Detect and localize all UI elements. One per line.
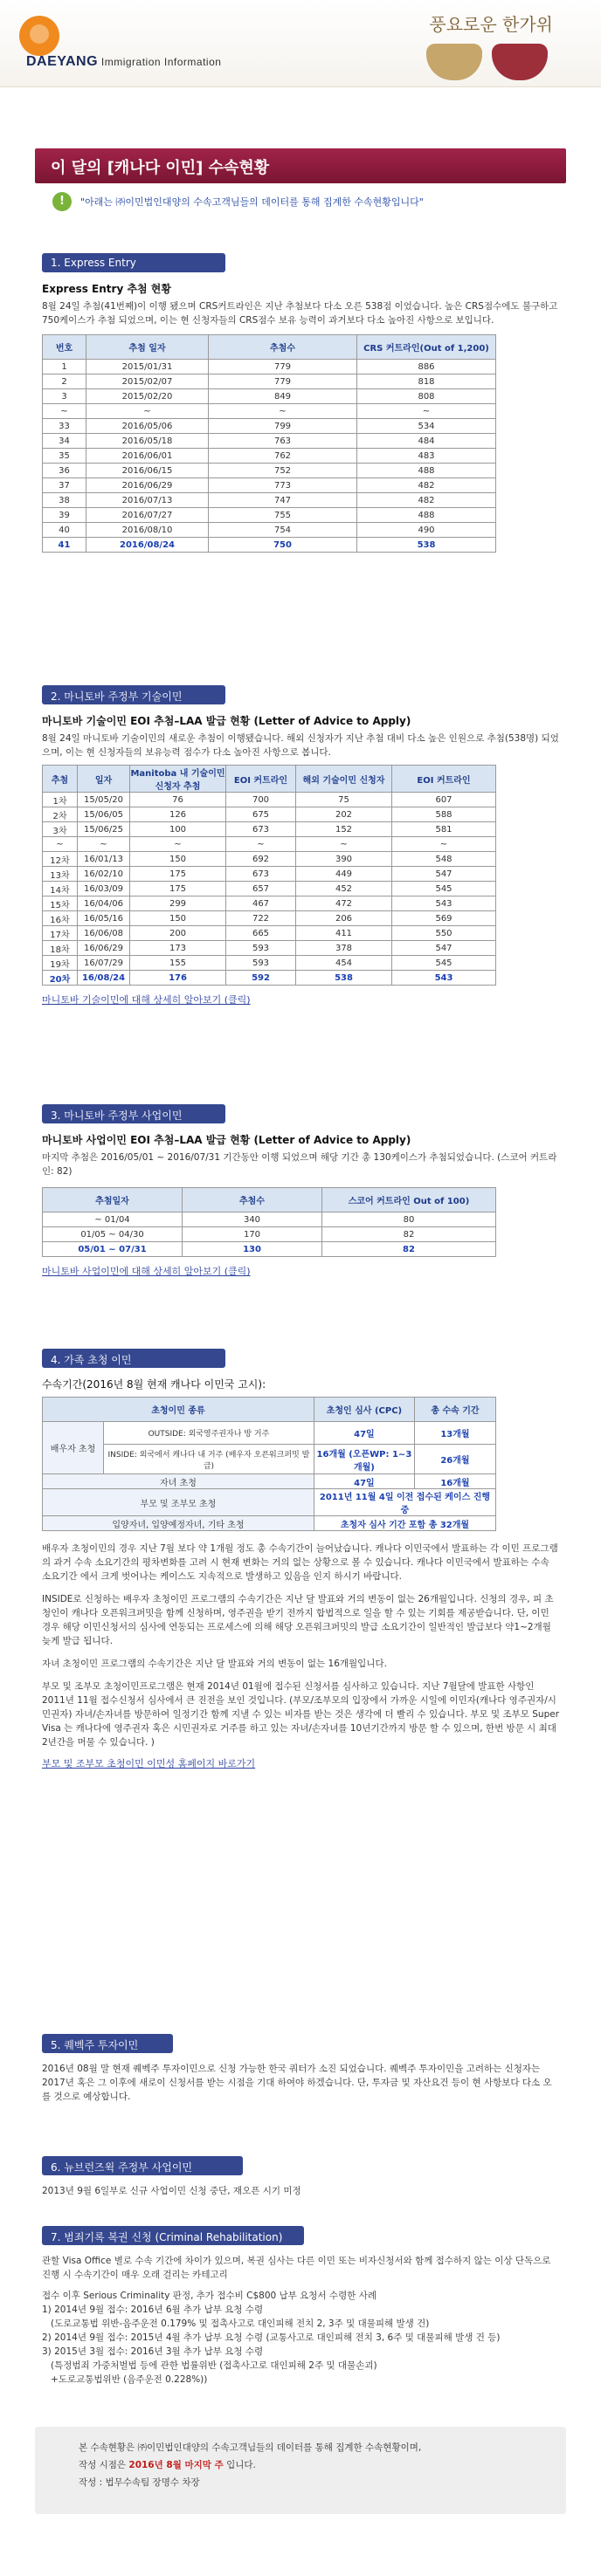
manitoba-business-text: 마지막 추첨은 2016/05/01 ~ 2016/07/31 기간동안 이행 되었으며 해당 기간 총 130케이스가 추첨되었습니다. (스코어 커트라인: 82) (42, 1152, 557, 1177)
criminal-list-item: 2) 2014년 9월 접수: 2015년 4월 추가 납부 요청 수령 (교통사고로 대인피해 전치 3, 6주 및 대물피해 발생 건 등) (42, 2332, 501, 2343)
table-cell: 482 (357, 493, 496, 508)
table-cell: 2차 (43, 807, 78, 822)
table-cell: 550 (392, 926, 496, 941)
table-cell: 1 (43, 360, 86, 374)
table-row (43, 852, 496, 867)
table-row (43, 478, 496, 493)
express-entry-table (42, 334, 496, 553)
family-paragraph: 자녀 초청이민 프로그램의 수속기간은 지난 달 발표와 거의 변동이 없는 16개월입니다. (42, 1659, 387, 1669)
table-row (43, 434, 496, 449)
table-cell: 722 (226, 911, 296, 926)
table-cell: 12차 (43, 852, 78, 867)
table-cell: 581 (392, 822, 496, 837)
table-cell: 82 (322, 1242, 496, 1257)
table-cell: ~ (130, 837, 226, 852)
manitoba-skilled-link[interactable]: 마니토바 기술이민에 대해 상세히 알아보기 (클릭) (42, 994, 251, 1006)
table-cell: 16/05/16 (78, 911, 130, 926)
table-cell: 808 (357, 389, 496, 404)
table-cell: 16/06/29 (78, 941, 130, 956)
table-cell: 675 (226, 807, 296, 822)
table-row (43, 837, 496, 852)
table-cell: 534 (357, 419, 496, 434)
express-entry-heading: 1. Express Entry (42, 253, 225, 272)
table-row (43, 911, 496, 926)
express-entry-text: 8월 24일 추첨(41번째)이 이행 됐으며 CRS커트라인은 지난 추첨보다 다소 오른 538점 이었습니다. 높은 CRS점수에도 불구하고 750케이스가 추첨 되었으며, 이는 현 신청자들의 CRS점수 보유 능력이 과거보다 다소 높아진 사항으로 보입니다. (42, 301, 558, 326)
family-heading: 4. 가족 초청 이민 (42, 1349, 225, 1368)
table-cell: 548 (392, 852, 496, 867)
manitoba-business-table (42, 1187, 496, 1257)
col-header: 일자 (78, 766, 130, 793)
table-cell: 150 (130, 911, 226, 926)
table-cell: 593 (226, 956, 296, 971)
table-cell: 170 (183, 1227, 322, 1242)
table-cell: 2015/01/31 (86, 360, 209, 374)
table-cell: 454 (296, 956, 392, 971)
table-row (43, 1227, 496, 1242)
table-cell: 175 (130, 867, 226, 882)
manitoba-skilled-subtitle: 마니토바 기술이민 EOI 추첨–LAA 발급 현황 (Letter of Advice to Apply) (42, 715, 411, 727)
table-cell: 750 (209, 538, 357, 553)
table-cell: 16차 (43, 911, 78, 926)
table-cell: 543 (392, 896, 496, 911)
table-cell: 175 (130, 882, 226, 896)
table-cell: 2016/05/06 (86, 419, 209, 434)
col-header: 추첨수 (183, 1188, 322, 1212)
table-cell: 38 (43, 493, 86, 508)
table-cell: 206 (296, 911, 392, 926)
criminal-list-item: (도로교통법 위반-음주운전 0.179% 및 접촉사고로 대인피해 전치 2, 3주 및 대물피해 발생 건) (51, 2318, 430, 2329)
table-cell: 76 (130, 793, 226, 807)
table-cell: 2016/07/13 (86, 493, 209, 508)
table-cell: 13개월 (414, 1422, 495, 1445)
table-cell: 15/06/05 (78, 807, 130, 822)
table-cell: ~ (226, 837, 296, 852)
express-entry-section (42, 253, 559, 553)
row-label: 부모 및 조부모 초청 (43, 1489, 314, 1516)
table-cell: 200 (130, 926, 226, 941)
table-cell: 36 (43, 464, 86, 478)
table-cell: 150 (130, 852, 226, 867)
table-cell: 762 (209, 449, 357, 464)
table-row (43, 882, 496, 896)
table-cell: 2 (43, 374, 86, 389)
manitoba-skilled-text: 8월 24일 마니토바 기술이민의 새로운 추첨이 이행됐습니다. 해외 신청자가 지난 추첨 대비 다소 높은 인원으로 추첨(538명) 되었으며, 이는 현 신청자들의 보유능력 점수가 다소 높아진 사항으로 봅니다. (42, 733, 559, 758)
table-cell: 547 (392, 941, 496, 956)
family-link[interactable]: 부모 및 조부모 초청이민 이민성 홈페이지 바로가기 (42, 1758, 256, 1769)
col-header: 초청이민 종류 (43, 1398, 314, 1422)
table-cell: 484 (357, 434, 496, 449)
table-cell: 126 (130, 807, 226, 822)
table-cell: 80 (322, 1212, 496, 1227)
criminal-list-item: 1) 2014년 9월 접수: 2016년 6월 추가 납부 요청 수령 (42, 2305, 264, 2315)
col-header: Manitoba 내 기술이민 신청자 추첨 (130, 766, 226, 793)
family-section (42, 1349, 559, 1770)
col-header: 초청인 심사 (CPC) (314, 1398, 414, 1422)
table-cell: 569 (392, 911, 496, 926)
table-cell: 26개월 (414, 1445, 495, 1474)
table-cell: 543 (392, 971, 496, 986)
table-cell: 152 (296, 822, 392, 837)
table-cell: 488 (357, 508, 496, 523)
express-entry-subtitle: Express Entry 추첨 현황 (42, 283, 171, 295)
table-cell: 545 (392, 956, 496, 971)
table-cell: 452 (296, 882, 392, 896)
table-cell: 16/07/29 (78, 956, 130, 971)
table-cell: 173 (130, 941, 226, 956)
table-cell: 2016/07/27 (86, 508, 209, 523)
table-cell: 665 (226, 926, 296, 941)
table-cell: 449 (296, 867, 392, 882)
table-cell: 482 (357, 478, 496, 493)
table-cell: 657 (226, 882, 296, 896)
table-cell: 488 (357, 464, 496, 478)
table-row (43, 971, 496, 986)
table-cell: 34 (43, 434, 86, 449)
chuseok-greeting: 풍요로운 한가위 (429, 14, 553, 35)
table-cell: 초청자 심사 기간 포함 총 32개월 (314, 1516, 495, 1531)
table-cell: 755 (209, 508, 357, 523)
col-header: 스코어 커트라인 Out of 100) (322, 1188, 496, 1212)
table-cell: 390 (296, 852, 392, 867)
table-cell: 176 (130, 971, 226, 986)
table-cell: OUTSIDE: 외국영주권자나 방 거주 (104, 1422, 314, 1445)
table-cell: ~ 01/04 (43, 1212, 183, 1227)
table-cell: 2016/08/24 (86, 538, 209, 553)
criminal-list-item: (특정범죄 가중처벌법 등에 관한 법률위반 (접촉사고로 대인피해 2주 및 대물손괴) (51, 2360, 377, 2371)
col-header: 번호 (43, 335, 86, 360)
row-label: 입양자녀, 입양예정자녀, 기타 초청 (43, 1516, 314, 1531)
table-row (43, 1212, 496, 1227)
table-cell: 2015/02/07 (86, 374, 209, 389)
table-cell: 673 (226, 867, 296, 882)
table-cell: ~ (78, 837, 130, 852)
table-cell: 20차 (43, 971, 78, 986)
table-cell: 41 (43, 538, 86, 553)
table-row (43, 389, 496, 404)
nb-heading: 6. 뉴브런즈윅 주정부 사업이민 (42, 2156, 243, 2175)
notice-line (52, 192, 566, 211)
summary-author: 작성 : 법무수속팀 장명수 차장 (79, 2477, 200, 2488)
company-logo-icon (19, 16, 59, 56)
table-cell: ~ (392, 837, 496, 852)
row-label: 자녀 초청 (43, 1474, 314, 1489)
table-cell: 490 (357, 523, 496, 538)
table-row (43, 926, 496, 941)
table-row (43, 493, 496, 508)
table-row (43, 404, 496, 419)
quebec-text: 2016년 08월 말 현재 퀘벡주 투자이민으로 신청 가능한 한국 쿼터가 소진 되었습니다. 퀘벡주 투자이민을 고려하는 신청자는 2017년 혹은 그 이후에 새로이 신청서를 받는 시점을 기대 하여야 하겠습니다. 단, 투자금 및 자산요건 등이 현 사항보다 다소 오를 것으로 예상합니다. (42, 2064, 552, 2102)
table-cell: 155 (130, 956, 226, 971)
table-cell: 763 (209, 434, 357, 449)
table-row (43, 449, 496, 464)
decoration-bowls (409, 5, 566, 86)
table-cell: 16/03/09 (78, 882, 130, 896)
table-cell: 2015/02/20 (86, 389, 209, 404)
col-header: 추첨 (43, 766, 78, 793)
col-header: CRS 커트라인(Out of 1,200) (357, 335, 496, 360)
table-cell: 14차 (43, 882, 78, 896)
quebec-heading: 5. 퀘벡주 투자이민 (42, 2034, 173, 2053)
table-cell: 39 (43, 508, 86, 523)
table-row (43, 1242, 496, 1257)
table-cell: 16/02/10 (78, 867, 130, 882)
notice-text: "아래는 ㈜이민법인대양의 수속고객님들의 데이터를 통해 집계한 수속현황입니다" (80, 196, 424, 208)
table-row (43, 523, 496, 538)
manitoba-business-section (42, 1104, 559, 1278)
table-row (43, 374, 496, 389)
manitoba-skilled-table (42, 765, 496, 986)
table-cell: 13차 (43, 867, 78, 882)
table-row (43, 822, 496, 837)
table-cell: 2016/06/29 (86, 478, 209, 493)
table-cell: 340 (183, 1212, 322, 1227)
manitoba-skilled-section (42, 685, 559, 1006)
table-cell: 202 (296, 807, 392, 822)
quebec-section (42, 2034, 559, 2104)
info-icon: ! (52, 192, 72, 211)
table-cell: 15차 (43, 896, 78, 911)
table-cell: 607 (392, 793, 496, 807)
table-cell: 15/06/25 (78, 822, 130, 837)
table-cell: 773 (209, 478, 357, 493)
criminal-text: 관할 Visa Office 별로 수속 기간에 차이가 있으며, 복권 심사는 다른 이민 또는 비자신청서와 함께 접수하지 않는 이상 단독으로 진행 시 수속기간이 매우 오래 걸리는 카테고리 (42, 2256, 551, 2280)
table-cell: ~ (209, 404, 357, 419)
table-row (43, 807, 496, 822)
table-cell: 37 (43, 478, 86, 493)
table-cell: 779 (209, 360, 357, 374)
table-cell: 40 (43, 523, 86, 538)
summary-line: 작성 시점은 2016년 8월 마지막 주 입니다. (79, 2460, 256, 2470)
table-cell: ~ (357, 404, 496, 419)
table-cell: 75 (296, 793, 392, 807)
table-cell: 17차 (43, 926, 78, 941)
manitoba-business-heading: 3. 마니토바 주정부 사업이민 (42, 1104, 225, 1123)
table-row (43, 464, 496, 478)
table-cell: 15/05/20 (78, 793, 130, 807)
table-cell: 692 (226, 852, 296, 867)
col-header: 총 수속 기간 (414, 1398, 495, 1422)
table-cell: 82 (322, 1227, 496, 1242)
nb-section (42, 2156, 559, 2198)
table-row (43, 793, 496, 807)
table-cell: ~ (43, 837, 78, 852)
table-cell: 1차 (43, 793, 78, 807)
table-cell: 47일 (314, 1422, 414, 1445)
table-cell: 01/05 ~ 04/30 (43, 1227, 183, 1242)
table-cell: 18차 (43, 941, 78, 956)
table-cell: 16개월 (414, 1474, 495, 1489)
table-cell: 483 (357, 449, 496, 464)
table-cell: 16/08/24 (78, 971, 130, 986)
table-cell: 538 (296, 971, 392, 986)
table-row (43, 896, 496, 911)
table-row (43, 538, 496, 553)
manitoba-skilled-heading: 2. 마니토바 주정부 기술이민 (42, 685, 225, 704)
table-cell: 2016/08/10 (86, 523, 209, 538)
table-cell: 2011년 11월 4일 이전 접수된 케이스 진행 중 (314, 1489, 495, 1516)
table-cell: ~ (296, 837, 392, 852)
summary-line: 본 수속현황은 ㈜이민법인대양의 수속고객님들의 데이터를 통해 집계한 수속현황이며, (79, 2442, 422, 2453)
nb-text: 2013년 9월 6일부로 신규 사업이민 신청 중단, 재오픈 시기 미정 (42, 2186, 301, 2196)
table-cell: 538 (357, 538, 496, 553)
table-cell: 547 (392, 867, 496, 882)
col-header: 추첨 일자 (86, 335, 209, 360)
table-cell: 799 (209, 419, 357, 434)
table-cell: INSIDE: 외국에서 캐나다 내 거주 (배우자 오픈워크퍼밋 발급) (104, 1445, 314, 1474)
table-row (43, 360, 496, 374)
col-header: EOI 커트라인 (226, 766, 296, 793)
table-cell: 588 (392, 807, 496, 822)
family-paragraph: 배우자 초청이민의 경우 지난 7월 보다 약 1개월 정도 총 수속기간이 늘어났습니다. 캐나다 이민국에서 발표하는 각 이민 프로그램의 과거 수속 소요기간의 평차변화를 고려 시 현재 변화는 거의 없는 상황으로 볼 수 있습니다. 캐나다 이민국에서 발표하는 수속 소요기간 에서 크게 벗어나는 케이스도 지속적으로 발생하고 있음을 인지 하시기 바랍니다. (42, 1543, 558, 1582)
table-cell: 752 (209, 464, 357, 478)
table-cell: 35 (43, 449, 86, 464)
table-cell: 16/01/13 (78, 852, 130, 867)
table-cell: 3차 (43, 822, 78, 837)
row-label: 배우자 초청 (43, 1422, 104, 1474)
table-cell: 33 (43, 419, 86, 434)
brand-title: DAEYANG Immigration Information (26, 54, 222, 69)
table-cell: 886 (357, 360, 496, 374)
family-table (42, 1397, 496, 1531)
criminal-list-item: 3) 2015년 3월 접수: 2016년 3월 추가 납부 요청 수령 (42, 2346, 264, 2357)
criminal-heading: 7. 범죄기록 복권 신청 (Criminal Rehabilitation) (42, 2226, 304, 2245)
table-cell: 747 (209, 493, 357, 508)
table-cell: 545 (392, 882, 496, 896)
family-paragraph: 부모 및 조부모 초청이민프로그램은 현재 2014년 01월에 접수된 신청서를 심사하고 있습니다. 지난 7월달에 발표한 사항인 2011년 11월 접수신청서 심사에서 큰 진전을 보인 것입니다. (부모/조부모의 입장에서 가까운 시일에 이민자(캐나다 영주권자/시민권자) 자녀/손자녀를 방문하여 일정기간 함께 지낼 수 있는 비자를 받는 것은 생각에 더 빨리 수 있습니다. 부모 및 조부모 Super Visa 는 캐나다에 영주권자 혹은 시민권자로 거주를 하고 있는 자녀/손자녀를 10년기간까지 방문 할 수 있으며, 한번 방문 시 최대 2년간을 머물 수 있습니다. ) (42, 1681, 560, 1748)
table-row (43, 941, 496, 956)
table-cell: 673 (226, 822, 296, 837)
family-subtitle: 수속기간(2016년 8월 현재 캐나다 이민국 고시): (42, 1378, 266, 1391)
page-title: 이 달의 [캐나다 이민] 수속현황 (51, 159, 270, 177)
table-cell: 592 (226, 971, 296, 986)
table-cell: 849 (209, 389, 357, 404)
criminal-text: 접수 이후 Serious Criminality 판정, 추가 접수비 C$800 납부 요청서 수령한 사례 (42, 2291, 376, 2301)
manitoba-business-link[interactable]: 마니토바 사업이민에 대해 상세히 알아보기 (클릭) (42, 1266, 251, 1277)
table-row (43, 508, 496, 523)
manitoba-business-subtitle: 마니토바 사업이민 EOI 추첨–LAA 발급 현황 (Letter of Advice to Apply) (42, 1134, 411, 1146)
table-cell: 2016/06/15 (86, 464, 209, 478)
table-cell: 593 (226, 941, 296, 956)
summary-box (35, 2427, 566, 2514)
table-cell: 2016/05/18 (86, 434, 209, 449)
page-title-bar (35, 148, 566, 183)
table-cell: 3 (43, 389, 86, 404)
criminal-list-item: +도로교통법위반 (음주운전 0.228%)) (51, 2374, 208, 2385)
table-cell: 130 (183, 1242, 322, 1257)
table-cell: 411 (296, 926, 392, 941)
table-cell: 754 (209, 523, 357, 538)
table-cell: ~ (86, 404, 209, 419)
col-header: 해외 기술이민 신청자 (296, 766, 392, 793)
col-header: EOI 커트라인 (392, 766, 496, 793)
table-cell: 472 (296, 896, 392, 911)
table-row (43, 956, 496, 971)
table-cell: 05/01 ~ 07/31 (43, 1242, 183, 1257)
table-cell: 100 (130, 822, 226, 837)
table-row (43, 867, 496, 882)
table-cell: 299 (130, 896, 226, 911)
table-cell: 700 (226, 793, 296, 807)
table-cell: 2016/06/01 (86, 449, 209, 464)
table-row (43, 419, 496, 434)
family-paragraph: INSIDE로 신청하는 배우자 초청이민 프로그램의 수속기간은 지난 달 발표와 거의 변동이 없는 26개월입니다. 신청의 경우, 피 초청인이 캐나다 오픈워크퍼밋을 함께 신청하며, 영주권을 받기 전까지 합법적으로 일을 할 수 있는 기회를 제공받습니다. 단, 이민 경우 해당 이민신청서의 심사에 연동되는 프로세스에 의해 해당 오픈워크퍼밋의 발급 소요기간이 일반적인 발급보다 약1~2개월 늦게 발급 됩니다. (42, 1594, 554, 1646)
table-cell: 19차 (43, 956, 78, 971)
table-cell: 467 (226, 896, 296, 911)
criminal-section (42, 2226, 559, 2387)
table-cell: 818 (357, 374, 496, 389)
site-header (0, 0, 601, 87)
table-cell: 779 (209, 374, 357, 389)
table-cell: 378 (296, 941, 392, 956)
col-header: 추첨일자 (43, 1188, 183, 1212)
col-header: 추첨수 (209, 335, 357, 360)
table-cell: 16/06/08 (78, 926, 130, 941)
table-cell: 16개월 (오픈WP: 1~3개월) (314, 1445, 414, 1474)
table-cell: 16/04/06 (78, 896, 130, 911)
table-cell: 47일 (314, 1474, 414, 1489)
table-cell: ~ (43, 404, 86, 419)
